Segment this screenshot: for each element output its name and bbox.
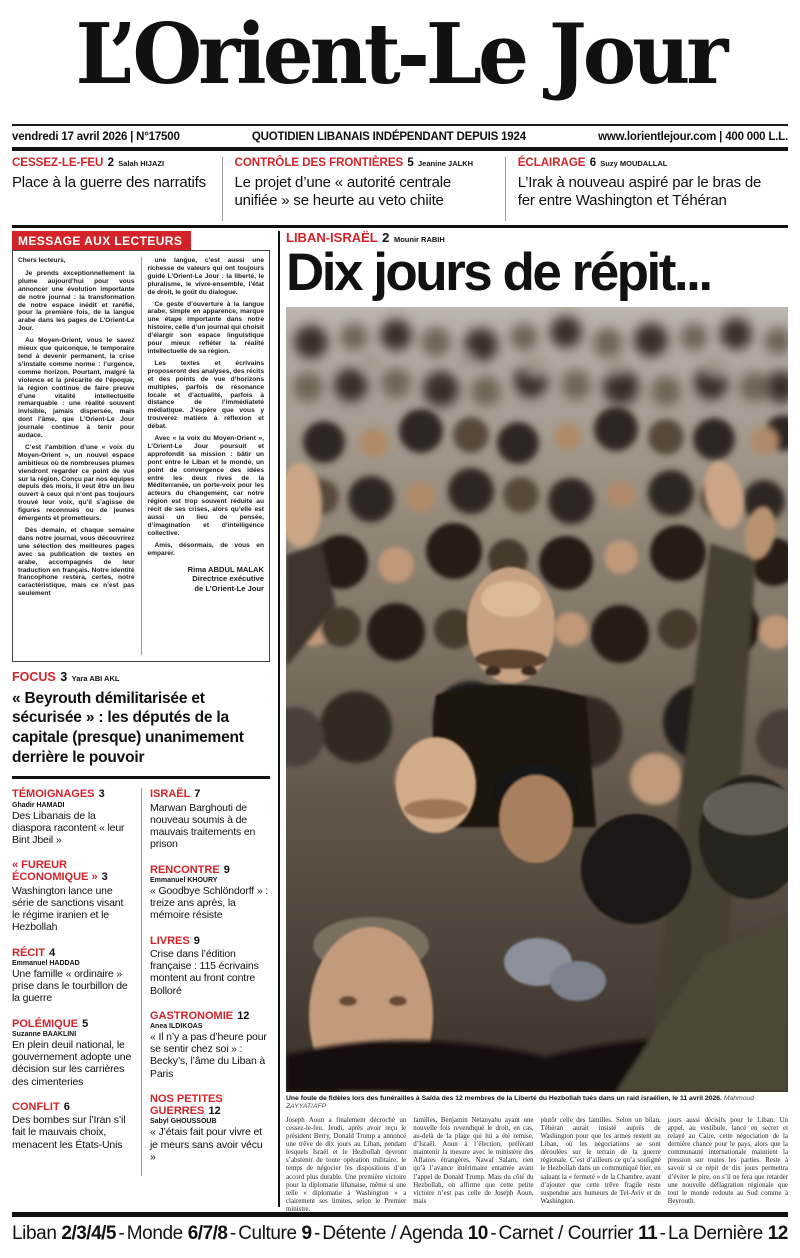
index-text: Marwan Barghouti de nouveau soumis à de mauvais traitements en prison: [150, 801, 256, 851]
page-number: 5: [82, 1017, 89, 1030]
top-story: [12, 157, 222, 221]
signature-title: Directrice exécutive: [192, 574, 264, 584]
author-byline: Ghadir HAMADI: [12, 801, 65, 809]
story-headline: L’Irak à nouveau aspiré par le bras de fer entre Washington et Téhéran: [517, 173, 762, 209]
author-byline: Mounir RABIH: [393, 235, 445, 244]
story-kicker: LIBAN-ISRAËL 2 Mounir RABIH: [286, 230, 445, 245]
dateline: [12, 124, 788, 151]
index-text: Des bombes sur l’Iran s’il fait le mauvais choix, menacent les États-Unis: [12, 1113, 126, 1151]
author-byline: Suzy MOUDALLAL: [600, 159, 668, 168]
index-column-b: [141, 788, 270, 1176]
lead-headline: Dix jours de répit...: [286, 243, 711, 303]
story-kicker: CONTRÔLE DES FRONTIÈRES 5 Jeanine JALKH: [234, 157, 474, 169]
funeral-crowd-photo: [286, 307, 788, 1092]
index-text: « Goodbye Schlöndorff » : treize ans après, la mémoire résiste: [150, 884, 269, 922]
footer-item: Monde 6/7/8: [126, 1223, 228, 1244]
index-item: CONFLIT 6 Des bombes sur l’Iran s’il fait le mauvais choix, menacent les États-Unis: [12, 1101, 133, 1151]
article-column: jours aussi décisifs pour le Liban. Un appel, au vestibule, lancé en secret et relayé au Caire, cette négociation de la dernière chance pour le pays, alors que la communauté internationale maintient la pression sur toutes les parties. Reste à savoir si ce répit de dix jours permettra d’éviter le pire, ou s’il ne fera que retarder une nouvelle déflagration régionale que tout le monde redoute au Sud comme à Beyrouth.: [667, 1116, 788, 1206]
footer-item: La Dernière 12: [667, 1223, 788, 1244]
page-number: 3: [60, 670, 68, 684]
signature: [148, 565, 265, 593]
focus-headline: « Beyrouth démilitarisée et sécurisée » : les députés de la capitale (presque) unanimement derrière le pouvoir: [12, 689, 244, 766]
footer-page-index: [12, 1212, 788, 1245]
index-item: NOS PETITES GUERRES 12 Sabyl GHOUSSOUB « J’étais fait pour vivre et je meurs sans avoir vécu »: [150, 1093, 270, 1163]
story-kicker: FOCUS 3 Yara ABI AKL: [12, 670, 120, 684]
salutation: Chers lecteurs,: [18, 257, 66, 264]
author-byline: Emmanuel KHOURY: [150, 876, 218, 884]
article-column: plutôt celle des familles. Selon un bilan, Téhéran aurait insisté auprès de Washington pour que les armes restent au Liban, où les négociations se sont déroulées sur le terrain de la guerre régionale. C’est d’ailleurs ce qu’a souligné le Hezbollah dans un communiqué hier, en saluant la « fermeté » de la Chambre, avant d’ajouter que cette trêve fragile reste suspendue aux humeurs de Tel-Aviv et de Washington.: [540, 1116, 661, 1206]
index-column-a: [12, 788, 141, 1176]
index-item: « FUREUR ÉCONOMIQUE » 3 Washington lance une série de sanctions visant le régime iranien et le Hezbollah: [12, 859, 133, 933]
page-number: 12: [237, 1009, 250, 1022]
page-number: 12: [767, 1223, 788, 1244]
footer-item: Liban 2/3/4/5: [12, 1223, 116, 1244]
story-headline: Place à la guerre des narratifs: [12, 173, 206, 191]
author-byline: Jeanine JALKH: [418, 159, 474, 168]
page-number: 3: [101, 871, 108, 884]
page-number: 7: [194, 788, 201, 801]
page-number: 6: [63, 1100, 70, 1113]
message-column-1: Chers lecteurs, Je prends exceptionnellement la plume aujourd’hui pour vous annoncer une évolution importante de notre journal : la transformation de notre espace inédit et raréfié, pour la première fois, de la langue arabe dans les pages de L’Orient-Le Jour. Au Moyen-Orient, vous le savez mieux que quiconque, le temporaire tend à devenir permanent, la crise s’installe comme norme : l’urgence, comme horizon. Pourtant, malgré la violence et la précarité de l’époque, la région continue de faire preuve d’une vitalité intellectuelle remarquable : une réalité souvent invisible, jamais dispersée, mais dont l’âme, que L’Orient-Le Jour journale continue à tenir pour audace. C’est l’ambition d’une « voix du Moyen-Orient », un nouvel espace ambitieux où de nombreuses plumes viendront regarder ce point de vue sur la région. Conçu par nos équipes depuis des mois, il veut être un lieu ouvert à ceux qui n’ont pas toujours trouvé leur voix, qu’il s’agisse de figures reconnues ou de jeunes émergents et prometteurs. Dès demain, et chaque semaine dans notre journal, vous découvrirez une sélection des meilleures pages avec sa publication de textes en arabe, accompagnés de leur traduction en français. Notre identité francophone restera, certes, notre caractéristique, mais ce n’est pas seulement: [18, 257, 135, 598]
story-kicker: CESSEZ-LE-FEU 2 Salah HIJAZI: [12, 157, 165, 169]
page-number: 9: [301, 1223, 312, 1244]
signature-name: Rima ABDUL MALAK: [187, 564, 264, 574]
dateline-date-issue: vendredi 17 avril 2026 | N°17500: [12, 130, 180, 143]
message-to-readers: [12, 250, 270, 662]
author-byline: Anea ILDIKOAS: [150, 1022, 203, 1030]
index-item: ISRAËL 7 Marwan Barghouti de nouveau soumis à de mauvais traitements en prison: [150, 788, 270, 850]
footer-separator: -: [490, 1223, 497, 1244]
inside-index: [12, 788, 270, 1176]
page-number: 3: [98, 788, 105, 801]
footer-separator: -: [229, 1223, 236, 1244]
author-byline: Yara ABI AKL: [71, 674, 120, 683]
lead-story: [286, 231, 788, 1213]
top-stories-strip: [12, 157, 788, 221]
message-column-2: une langue, c’est aussi une richesse de valeurs qui ont toujours guidé L’Orient-Le Jour : la liberté, le pluralisme, le vivre-ensemble, l’état de droit, le goût du dialogue. Ce geste d’ouverture à la langue arabe, simple en apparence, marque une étape importante dans notre histoire, celle d’un journal qui choisit d’élargir son espace linguistique pour mieux refléter la réalité intellectuelle de sa région. Les textes et écrivains proposeront des analyses, des récits et des points de vue d’horizons multiples, parfois de résonance locale et d’actualité, parfois à distance de l’immédiateté médiatique. J’espère que vous y trouverez matière à réflexion et débat. Avec « la voix du Moyen-Orient », L’Orient-Le Jour poursuit et approfondit sa mission : bâtir un pont entre le Liban et le monde, un point de convergence des idées entre les deux rives de la Méditerranée, un porte-voix pour les acteurs du changement, car notre région est trop souvent réduite au récit de ses crises, alors qu’elle est aussi un lieu de pensée, d’imagination et d’intelligence collective. Amis, désormais, de vous en emparer. Rima ABDUL MALAK Directrice exécutive de L’Orient-Le Jour: [141, 257, 265, 655]
column-divider: [278, 231, 280, 1207]
dateline-site-price: www.lorientlejour.com | 400 000 L.L.: [598, 130, 788, 143]
article-column: familles, Benjamin Netanyahu ayant une nouvelle fois revendiqué le droit, en cas, au-delà de la plage qui lui a été remise, d’Israël. Aoun à l’élection, préférant maintenir la mesure avec le ministère des Affaires étrangères, Nawaf Salam, rien qu’à l’avance intérimaire entamée avant l’appel de Donald Trump. Mais du côté du Hezbollah, on affirme que cette petite victoire n’est pas celle de Joseph Aoun, mais: [413, 1116, 534, 1206]
index-text: Une famille « ordinaire » prise dans le tourbillon de la guerre: [12, 967, 128, 1005]
page-number: 9: [193, 934, 200, 947]
index-item: RENCONTRE 9 Emmanuel KHOURY « Goodbye Schlöndorff » : treize ans après, la mémoire résiste: [150, 863, 269, 922]
footer-item: Carnet / Courrier 11: [498, 1223, 658, 1244]
index-item: GASTRONOMIE 12 Anea ILDIKOAS « Il n’y a pas d’heure pour se sentir chez soi » : Becky’s, l’âme du Liban à Paris: [150, 1010, 270, 1080]
page-number: 9: [223, 863, 230, 876]
author-byline: Emmanuel HADDAD: [12, 959, 80, 967]
footer-separator: -: [659, 1223, 666, 1244]
page-number: 12: [208, 1105, 221, 1118]
message-box-header: MESSAGE AUX LECTEURS: [12, 231, 191, 250]
story-headline: Le projet d’une « autorité centrale unifiée » se heurte au veto chiite: [234, 173, 451, 209]
focus-story: [12, 671, 270, 779]
page-number: 2: [107, 157, 114, 169]
index-item: POLÉMIQUE 5 Suzanne BAAKLINI En plein deuil national, le gouvernement adopte une décision sur les carrières des cimenteries: [12, 1017, 132, 1088]
page-number: 2/3/4/5: [61, 1223, 116, 1244]
index-text: Des Libanais de la diaspora racontent « leur Bint Jbeil »: [12, 809, 125, 847]
footer-separator: -: [314, 1223, 320, 1244]
top-story: [505, 157, 788, 221]
article-column: Joseph Aoun a finalement décroché un cessez-le-feu. Jeudi, après avoir reçu le président Berry, Donald Trump a annoncé une trêve de dix jours au Liban, pendant lesquels Israël et le Hezbollah devront s’abstenir de toute opération militaire, le temps de négocier les dispositions d’un accord plus durable. Une première victoire pour la diplomatie libanaise, même si une telle « diplomatie à Washington » a clairement ses limites, selon le Premier ministre.: [286, 1116, 407, 1213]
page-number: 6/7/8: [187, 1223, 228, 1244]
page-number: 5: [407, 157, 414, 169]
lead-article: [286, 1117, 788, 1213]
index-item: LIVRES 9 Crise dans l’édition française : 115 écrivains montent au front contre Bolloré: [150, 935, 270, 997]
author-byline: Suzanne BAAKLINI: [12, 1030, 77, 1038]
footer-item: Culture 9: [238, 1223, 312, 1244]
top-story: [222, 157, 505, 221]
index-text: Crise dans l’édition française : 115 écrivains montent au front contre Bolloré: [150, 947, 259, 997]
footer-item: Détente / Agenda 10: [322, 1223, 488, 1244]
signature-title: de L’Orient-Le Jour: [194, 583, 264, 593]
footer-separator: -: [118, 1223, 125, 1244]
index-item: RÉCIT 4 Emmanuel HADDAD Une famille « ordinaire » prise dans le tourbillon de la guerre: [12, 947, 133, 1005]
page-number: 11: [638, 1223, 658, 1244]
page-number: 10: [467, 1223, 488, 1244]
index-text: En plein deuil national, le gouvernement adopte une décision sur les carrières des cimenteries: [12, 1038, 132, 1088]
page-number: 4: [49, 946, 56, 959]
photo-credit: Mahmoud ZAYYAT/AFP: [286, 1095, 755, 1111]
index-item: TÉMOIGNAGES 3 Ghadir HAMADI Des Libanais de la diaspora racontent « leur Bint Jbeil »: [12, 788, 133, 846]
index-text: Washington lance une série de sanctions visant le régime iranien et le Hezbollah: [12, 884, 124, 934]
page-number: 6: [589, 157, 597, 169]
index-text: « J’étais fait pour vivre et je meurs sans avoir vécu »: [150, 1126, 263, 1163]
crowd-photo-illustration: [286, 307, 788, 1092]
author-byline: Salah HIJAZI: [118, 159, 165, 168]
page-number: 2: [382, 230, 390, 245]
dateline-tagline: QUOTIDIEN LIBANAIS INDÉPENDANT DEPUIS 1924: [251, 130, 526, 143]
horizontal-rule: [12, 225, 788, 228]
masthead-title: L’Orient-Le Jour: [75, 5, 725, 103]
photo-caption: Une foule de fidèles lors des funérailles à Saïda des 12 membres de la Liberté du Hezbollah tués dans un raid israélien, le 11 avril 2026. Mahmoud ZAYYAT/AFP: [286, 1095, 755, 1111]
index-text: « Il n’y a pas d’heure pour se sentir chez soi » : Becky’s, l’âme du Liban à Paris: [150, 1030, 267, 1080]
story-kicker: ÉCLAIRAGE 6 Suzy MOUDALLAL: [517, 157, 668, 169]
left-sidebar: [12, 231, 270, 1176]
author-byline: Sabyl GHOUSSOUB: [150, 1118, 217, 1126]
